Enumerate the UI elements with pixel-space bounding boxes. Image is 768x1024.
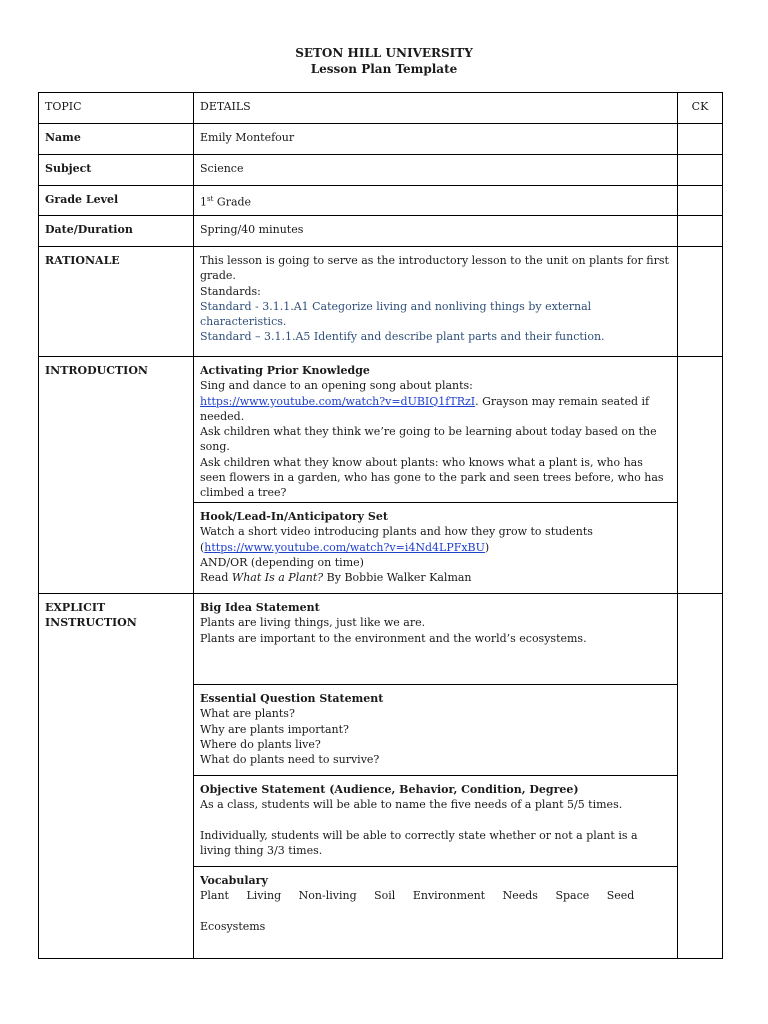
subject-row (39, 155, 723, 186)
rationale-text: This lesson is going to serve as the introductory lesson to the unit on plants for first grade. (200, 254, 669, 283)
question-3: Where do plants live? (200, 737, 321, 751)
ck-header: CK (678, 93, 723, 124)
details-header: DETAILS (194, 93, 678, 124)
topic-header: TOPIC (39, 93, 194, 124)
ck-cell (678, 216, 723, 247)
grade-value: 1st Grade (194, 186, 678, 216)
objective-line-2: Individually, students will be able to correctly state whether or not a plant is a living thing 3/3 times. (200, 828, 638, 857)
date-row (39, 216, 723, 247)
prior-line-1: Sing and dance to an opening song about plants: (200, 379, 473, 393)
hook-link-line: (https://www.youtube.com/watch?v=i4Nd4LPFxBU) (200, 540, 490, 554)
vocab-word: Soil (374, 889, 396, 903)
introduction-row-prior (39, 357, 723, 503)
standard-1: Standard - 3.1.1.A1 Categorize living and nonliving things by external characteristics. (200, 299, 592, 329)
hook-title: Hook/Lead-In/Anticipatory Set (200, 510, 388, 523)
name-label: Name (39, 124, 194, 155)
ck-cell (678, 124, 723, 155)
objective-title: Objective Statement (Audience, Behavior, Condition, Degree) (200, 783, 579, 796)
name-row (39, 124, 723, 155)
song-link[interactable]: https://www.youtube.com/watch?v=dUBIQ1fTRzI (200, 394, 476, 408)
hook-read-line: Read What Is a Plant? By Bobbie Walker Kalman (200, 571, 472, 585)
lesson-plan-table (38, 92, 723, 959)
hook-line-2: AND/OR (depending on time) (200, 555, 364, 569)
vocab-word: Space (555, 889, 590, 903)
prior-line-3: Ask children what they know about plants: who knows what a plant is, who has seen flowers in a garden, who has gone to the park and seen trees before, who has climbed a tree? (200, 455, 664, 500)
hook-line-1: Watch a short video introducing plants and how they grow to students (200, 525, 593, 539)
ck-cell (678, 357, 723, 594)
vocab-word: Plant (200, 889, 229, 903)
ck-cell (678, 247, 723, 357)
essential-question-cell (194, 685, 678, 776)
standard-2: Standard – 3.1.1.A5 Identify and describe plant parts and their function. (200, 330, 605, 344)
university-title: SETON HILL UNIVERSITY (295, 46, 473, 60)
rationale-details (194, 247, 678, 357)
vocab-word: Environment (412, 889, 486, 903)
template-title: Lesson Plan Template (310, 62, 458, 76)
vocabulary-cell (194, 867, 678, 959)
grade-label: Grade Level (39, 186, 194, 216)
hook-cell (194, 503, 678, 594)
vocab-word: Non-living (298, 889, 357, 903)
explicit-row-big-idea (39, 594, 723, 685)
subject-label: Subject (39, 155, 194, 186)
question-2: Why are plants important? (200, 722, 349, 736)
video-link[interactable]: https://www.youtube.com/watch?v=i4Nd4LPFxBU (204, 540, 485, 554)
ck-cell (678, 594, 723, 959)
question-4: What do plants need to survive? (200, 753, 380, 767)
vocabulary-title: Vocabulary (200, 874, 268, 887)
ck-cell (678, 155, 723, 186)
grade-row (39, 186, 723, 216)
essential-question-title: Essential Question Statement (200, 692, 384, 705)
big-idea-line-1: Plants are living things, just like we are. (200, 616, 426, 630)
standards-label: Standards: (200, 284, 261, 298)
date-value: Spring/40 minutes (194, 216, 678, 247)
vocabulary-words (200, 888, 671, 903)
objective-cell (194, 776, 678, 867)
rationale-row (39, 247, 723, 357)
prior-knowledge-cell (194, 357, 678, 503)
vocab-word: Seed (606, 889, 635, 903)
subject-value: Science (194, 155, 678, 186)
objective-line-1: As a class, students will be able to name the five needs of a plant 5/5 times. (200, 798, 623, 812)
vocab-word: Living (246, 889, 282, 903)
ck-cell (678, 186, 723, 216)
big-idea-title: Big Idea Statement (200, 601, 320, 614)
introduction-label: INTRODUCTION (39, 357, 194, 594)
prior-knowledge-title: Activating Prior Knowledge (200, 364, 370, 377)
big-idea-cell (194, 594, 678, 685)
prior-line-2: Ask children what they think we’re going to be learning about today based on the song. (200, 425, 657, 454)
book-title: What Is a Plant? (231, 571, 324, 585)
question-1: What are plants? (200, 707, 295, 721)
vocab-word: Needs (502, 889, 538, 903)
big-idea-line-2: Plants are important to the environment and the world’s ecosystems. (200, 631, 587, 645)
rationale-label: RATIONALE (39, 247, 194, 357)
prior-link-line: https://www.youtube.com/watch?v=dUBIQ1fTRzI. Grayson may remain seated if needed. (200, 394, 650, 423)
document-header (0, 45, 768, 77)
table-header-row (39, 93, 723, 124)
explicit-instruction-label: EXPLICIT INSTRUCTION (39, 594, 194, 959)
name-value: Emily Montefour (194, 124, 678, 155)
date-label: Date/Duration (39, 216, 194, 247)
vocab-word-last: Ecosystems (200, 919, 266, 933)
